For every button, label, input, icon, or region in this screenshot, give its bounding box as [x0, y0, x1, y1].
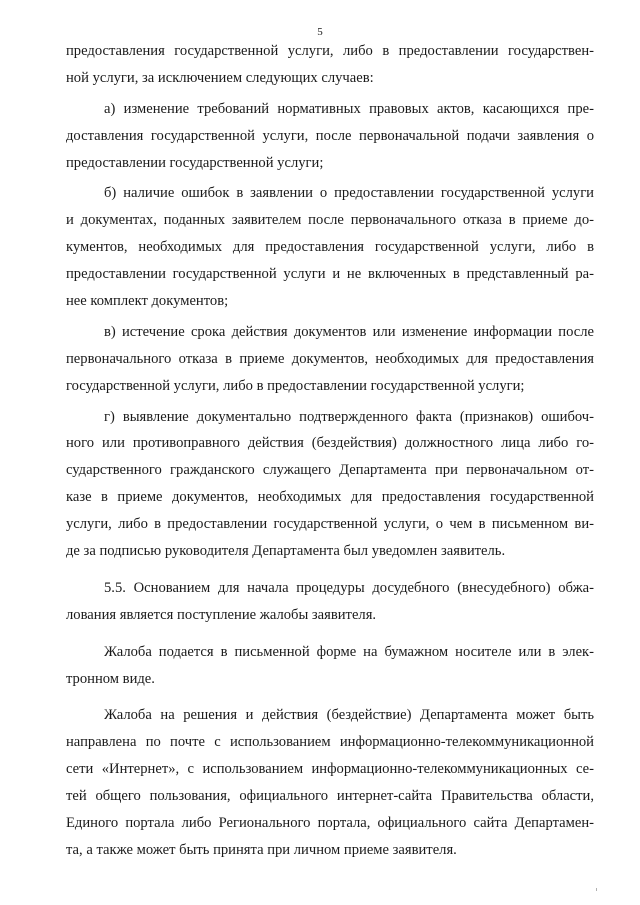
text-line: казе в приеме документов, необходимых для предоставления государственной [66, 489, 594, 506]
text-line: де за подписью руководителя Департамента был уведомлен заявитель. [66, 543, 506, 560]
text-line: предоставления государственной услуги, либо в предоставлении государствен- [66, 43, 594, 59]
text-line: первоначального отказа в приеме документов, необходимых для предоставления [66, 350, 594, 367]
text-line: г) выявление документально подтвержденного факта (признаков) ошибоч- [104, 408, 594, 425]
page-number: 5 [317, 26, 323, 38]
text-line: б) наличие ошибок в заявлении о предоставлении государственной услуги [104, 185, 594, 202]
text-line: ной услуги, за исключением следующих случаев: [66, 69, 374, 86]
paragraph-complaint-delivery [66, 702, 594, 863]
text-line: услуги, либо в предоставлении государственной услуги, о чем в письменном ви- [66, 516, 594, 533]
text-line: 5.5. Основанием для начала процедуры досудебного (внесудебного) обжа- [104, 579, 594, 596]
text-line: тей общего пользования, официального интернет-сайта Правительства области, [66, 788, 594, 805]
text-line: нее комплект документов; [66, 293, 229, 310]
text-line: предоставлении государственной услуги и не включенных в представленный ра- [66, 266, 594, 283]
list-item-d [66, 404, 594, 565]
paragraph-complaint-form [66, 639, 594, 693]
scan-mark [596, 888, 597, 891]
text-line: и документах, поданных заявителем после первоначального отказа в приеме до- [66, 212, 594, 229]
list-item-b [66, 180, 594, 314]
text-line: тронном виде. [66, 670, 155, 687]
text-line: Жалоба на решения и действия (бездействие) Департамента может быть [104, 707, 594, 724]
paragraph-intro [66, 38, 594, 92]
text-line: предоставлении государственной услуги; [66, 154, 324, 171]
text-line: Единого портала либо Регионального портала, официального сайта Департамен- [66, 815, 594, 832]
text-line: а) изменение требований нормативных правовых актов, касающихся пре- [104, 100, 594, 117]
document-body [66, 38, 594, 864]
paragraph-5-5 [66, 575, 594, 629]
list-item-c [66, 319, 594, 400]
text-line: Жалоба подается в письменной форме на бумажном носителе или в элек- [104, 643, 594, 660]
text-line: сударственного гражданского служащего Департамента при первоначальном от- [66, 462, 594, 479]
text-line: направлена по почте с использованием информационно-телекоммуникационной [66, 734, 594, 751]
text-line: в) истечение срока действия документов или изменение информации после [104, 323, 594, 340]
list-item-a [66, 96, 594, 177]
text-line: кументов, необходимых для предоставления государственной услуги, либо в [66, 239, 594, 256]
text-line: государственной услуги, либо в предоставлении государственной услуги; [66, 377, 525, 394]
text-line: ного или противоправного действия (бездействия) должностного лица либо го- [66, 435, 594, 452]
text-line: лования является поступление жалобы заявителя. [66, 606, 377, 623]
text-line: доставления государственной услуги, после первоначальной подачи заявления о [66, 127, 594, 144]
text-line: та, а также может быть принята при личном приеме заявителя. [66, 841, 457, 858]
text-line: сети «Интернет», с использованием информационно-телекоммуникационных се- [66, 761, 594, 778]
